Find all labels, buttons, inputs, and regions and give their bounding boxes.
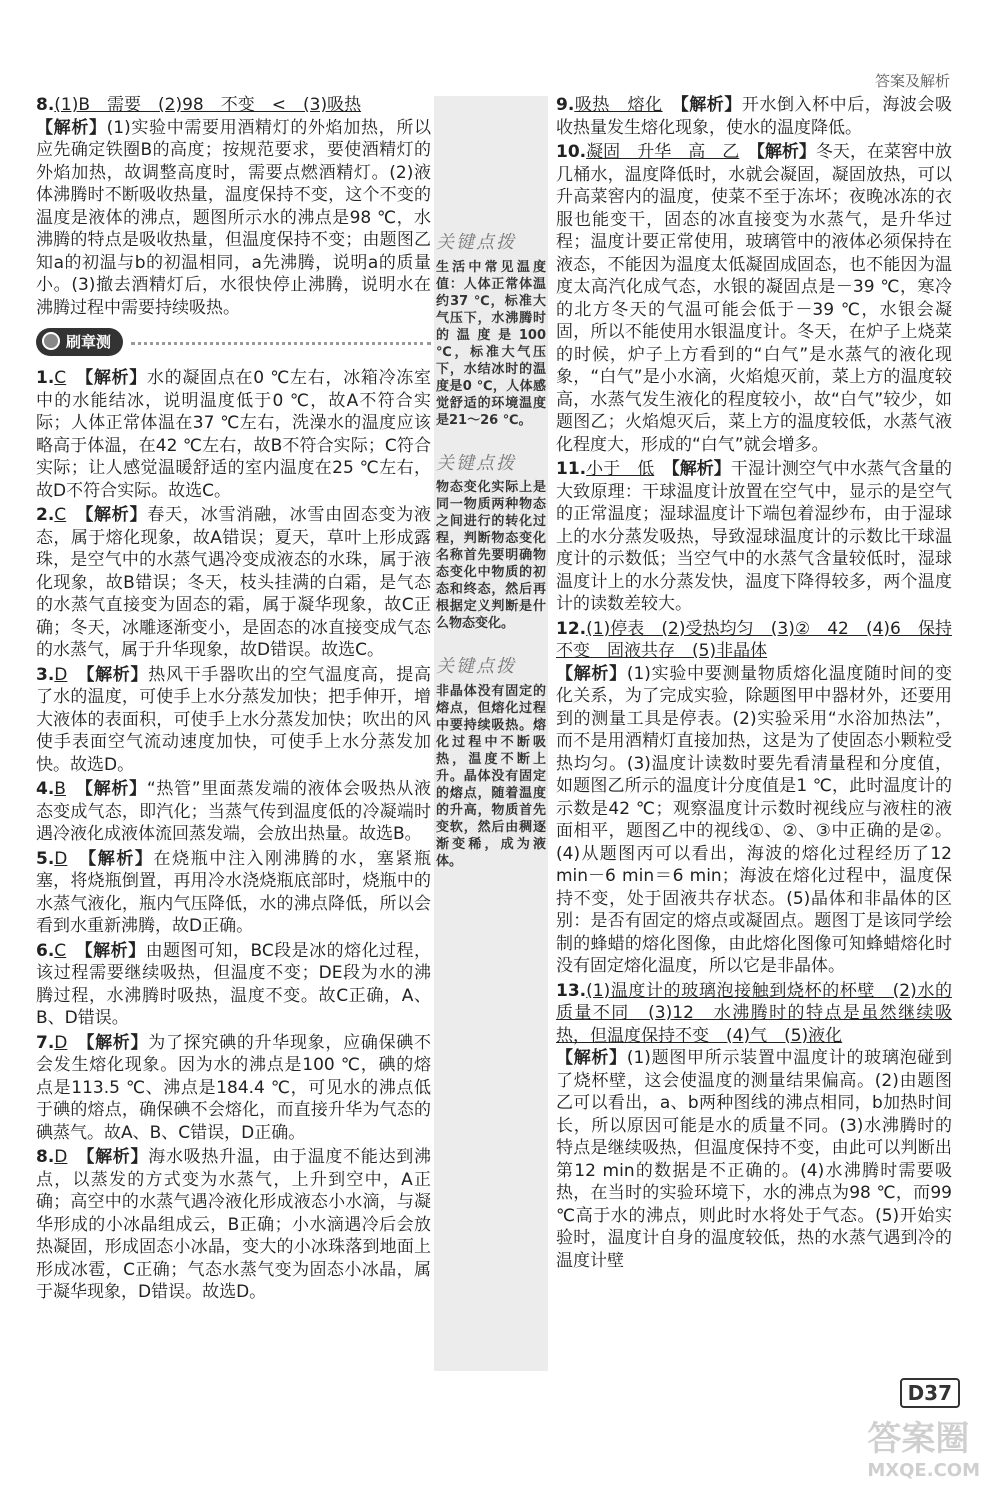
question-2: 2.C 【解析】春天，冰雪消融，冰雪由固态变为液态，属于熔化现象，故A错误；夏天，草叶上形成露珠，是空气中的水蒸气遇冷变成液态的水珠，属于液化现象，故B错误；冬天，枝头挂满的白霜，是气态的水蒸气直接变为固态的霜，属于凝华现象，故C正确；冬天，冰雕逐渐变小，是固态的冰直接变成气态的水蒸气，属于升华现象，故D错误。故选C。: [36, 505, 432, 660]
page-number: D37: [900, 1378, 960, 1408]
explanation: (1)实验中需要用酒精灯的外焰加热，所以应先确定铁圈B的高度；按规范要求，要使酒精灯的外焰加热，故调整高度时，需要点燃酒精灯。(2)液体沸腾时不断吸收热量，温度保持不变，这个不变的温度是液体的沸点，题图所示水的沸点是98 ℃，水沸腾的特点是吸收热量，但温度保持不变；由题图乙知a的初温与b的初温相同，a先沸腾，说明a的质量小。(3)撤去酒精灯后，水很快停止沸腾，说明水在沸腾过程中需要持续吸热。: [36, 117, 431, 318]
tip-title: 关键点拨: [436, 452, 516, 474]
key-tip-2: [436, 453, 546, 633]
question-3: 3.D 【解析】热风干手器吹出的空气温度高，提高了水的温度，可使手上水分蒸发加快；把手伸开，增大液体的表面积，可使手上水分蒸发加快；吹出的风使手表面空气流动速度加快，可使手上水分蒸发加快。故选D。: [36, 664, 432, 775]
question-8: 8.D 【解析】海水吸热升温，由于温度不能达到沸点，以蒸发的方式变为水蒸气，上升到空中，A正确；高空中的水蒸气遇冷液化形成液态小水滴，与凝华形成的小冰晶组成云，B正确；小水滴遇冷后会放热凝固，形成固态小冰晶，变大的小冰珠落到地面上形成冰雹，C正确；气态水蒸气变为固态小冰晶，属于凝华现象，D错误。故选D。: [36, 1147, 432, 1302]
key-tip-3: [436, 656, 546, 870]
question-6: 6.C 【解析】由题图可知，BC段是冰的熔化过程，该过程需要继续吸热，但温度不变；DE段为水的沸腾过程，水沸腾时吸热，温度不变。故C正确，A、B、D错误。: [36, 940, 432, 1028]
tip-title: 关键点拨: [436, 232, 516, 253]
question-7: 7.D 【解析】为了探究碘的升华现象，应确保碘不会发生熔化现象。因为水的沸点是100 ℃，碘的熔点是113.5 ℃、沸点是184.4 ℃，可见水的沸点低于碘的熔点，确保碘不会熔化，而直接升华为气态的碘蒸气。故A、B、C错误，D正确。: [36, 1032, 432, 1143]
tip-body: 物态变化实际上是同一物质两种物态之间进行的转化过程，判断物态变化名称首先要明确物态变化中物质的初态和终态，然后再根据定义判断是什么物态变化。: [436, 480, 546, 631]
tip-body: 生活中常见温度值：人体正常体温约37 ℃，标准大气压下，水沸腾时的温度是100 ℃，标准大气压下，水结冰时的温度是0 ℃，人体感觉舒适的环境温度是21～26 ℃。: [436, 259, 546, 428]
left-column: [36, 94, 431, 1306]
tip-body: 非晶体没有固定的熔点，但熔化过程中要持续吸热。熔化过程中不断吸热，温度不断上升。晶体没有固定的熔点，随着温度的升高，物质首先变软，然后由稠逐渐变稀，成为液体。: [436, 683, 546, 869]
question-8-experiment: 8.(1)B 需要 (2)98 不变 < (3)吸热 【解析】(1)实验中需要用酒精灯的外焰加热，所以应先确定铁圈B的高度；按规范要求，要使酒精灯的外焰加热，故调整高度时，需要点燃酒精灯。(2)液体沸腾时不断吸收热量，温度保持不变，这个不变的温度是液体的沸点，题图所示水的沸点是98 ℃，水沸腾的特点是吸收热量，但温度保持不变；由题图乙知a的初温与b的初温相同，a先沸腾，说明a的质量小。(3)撤去酒精灯后，水很快停止沸腾，说明水在沸腾过程中需要持续吸热。: [36, 95, 431, 318]
question-12: 12.(1)停表 (2)受热均匀 (3)② 42 (4)6 保持不变 固液共存 (5)非晶体 【解析】(1)实验中要测量物质熔化温度随时间的变化关系，为了完成实验，除题图甲中器材外，还要用到的测量工具是停表。(2)实验采用“水浴加热法”，而不是用酒精灯直接加热，这是为了使固态小颗粒受热均匀。(3)温度计读数时要先看清量程和分度值，如题图乙所示的温度计分度值是1 ℃，此时温度计的示数是42 ℃；观察温度计示数时视线应与液柱的液面相平，题图乙中的视线①、②、③中正确的是②。(4)从题图丙可以看出，海波的熔化过程经历了12 min－6 min＝6 min；海波在熔化过程中，温度保持不变，处于固液共存状态。(5)晶体和非晶体的区别：是否有固定的熔点或凝固点。题图丁是该同学绘制的蜂蜡的熔化图像，由此熔化图像可知蜂蜡熔化时没有固定熔化温度，所以它是非晶体。: [556, 618, 952, 976]
question-5: 5.D 【解析】在烧瓶中注入刚沸腾的水，塞紧瓶塞，将烧瓶倒置，再用冷水浇烧瓶底部时，烧瓶中的水蒸气液化，瓶内气压降低，水的沸点降低，所以会看到水重新沸腾，故D正确。: [36, 848, 432, 936]
question-11: 11.小于 低 【解析】干湿计测空气中水蒸气含量的大致原理：干球温度计放置在空气中，显示的是空气的正常温度；湿球温度计下端包着湿纱布，由于湿球上的水分蒸发吸热，导致湿球温度计的示数比干球温度计的示数低；当空气中的水蒸气含量较低时，湿球温度计上的水分蒸发快，温度下降得较多，两个温度计的读数差较大。: [556, 459, 953, 614]
question-10: 10.凝固 升华 高 乙 【解析】冬天，在菜窖中放几桶水，温度降低时，水就会凝固，凝固放热，可以升高菜窖内的温度，使菜不至于冻坏；夜晚冰冻的衣服也能变干，固态的冰直接变为水蒸气，是升华过程；温度计要正常使用，玻璃管中的液体必须保持在液态，不能因为温度太低凝固成固态，也不能因为温度太高汽化成气态，水银的凝固点是－39 ℃，寒冷的北方冬天的气温可能会低于－39 ℃，水银会凝固，所以不能使用水银温度计。冬天，在炉子上烧菜的时候，炉子上方看到的“白气”是水蒸气的液化现象，“白气”是小水滴，火焰熄灭前，菜上方的温度较高，水蒸气发生液化的程度较小，故“白气”较少，如题图乙；火焰熄灭后，菜上方的温度较低，水蒸气液化程度大，形成的“白气”就会增多。: [556, 142, 953, 455]
question-13: 13.(1)温度计的玻璃泡接触到烧杯的杯壁 (2)水的质量不同 (3)12 水沸腾时的特点是虽然继续吸热，但温度保持不变 (4)气 (5)液化 【解析】(1)题图甲所示装置中温度计的玻璃泡碰到了烧杯壁，这会使温度的测量结果偏高。(2)由题图乙可以看出，a、b两种图线的沸点相同，b加热时间长，所以原因可能是水的质量不同。(3)水沸腾时的特点是继续吸热，但温度保持不变，由此可以判断出第12 min的数据是不正确的。(4)水沸腾时需要吸热，在当时的实验环境下，水的沸点为98 ℃，而99 ℃高于水的沸点，则此时水将处于气态。(5)开始实验时，温度计自身的温度较低，热的水蒸气遇到冷的温度计壁: [556, 980, 952, 1271]
key-tip-1: [436, 232, 546, 429]
watermark-logo: 答案圈 MXQE.COM: [867, 1419, 980, 1481]
right-column: [556, 94, 952, 1274]
question-1: 1.C 【解析】水的凝固点在0 ℃左右，冰箱冷冻室中的水能结冰，说明温度低于0 ℃，故A不符合实际；人体正常体温在37 ℃左右，洗澡水的温度应该略高于体温，在42 ℃左右，故B不符合实际；C符合实际；让人感觉温暖舒适的室内温度在25 ℃左右，故D不符合实际。故选C。: [36, 368, 432, 501]
tip-title: 关键点拨: [436, 656, 516, 677]
answer: (1)B 需要 (2)98 不变 < (3)吸热: [54, 95, 362, 115]
section-badge: 刷章测: [36, 328, 123, 357]
question-4: 4.B 【解析】“热管”里面蒸发端的液体会吸热从液态变成气态，即汽化；当蒸气传到温度低的冷凝端时遇冷液化成液体流回蒸发端，会放出热量。故选B。: [36, 779, 432, 844]
dotted-divider: [131, 342, 431, 345]
section-title: [36, 327, 431, 357]
tips-column: [436, 232, 546, 894]
page-header: 答案及解析: [874, 72, 950, 90]
question-9: 9.吸热 熔化 【解析】开水倒入杯中后，海波会吸收热量发生熔化现象，使水的温度降低。: [556, 95, 953, 138]
